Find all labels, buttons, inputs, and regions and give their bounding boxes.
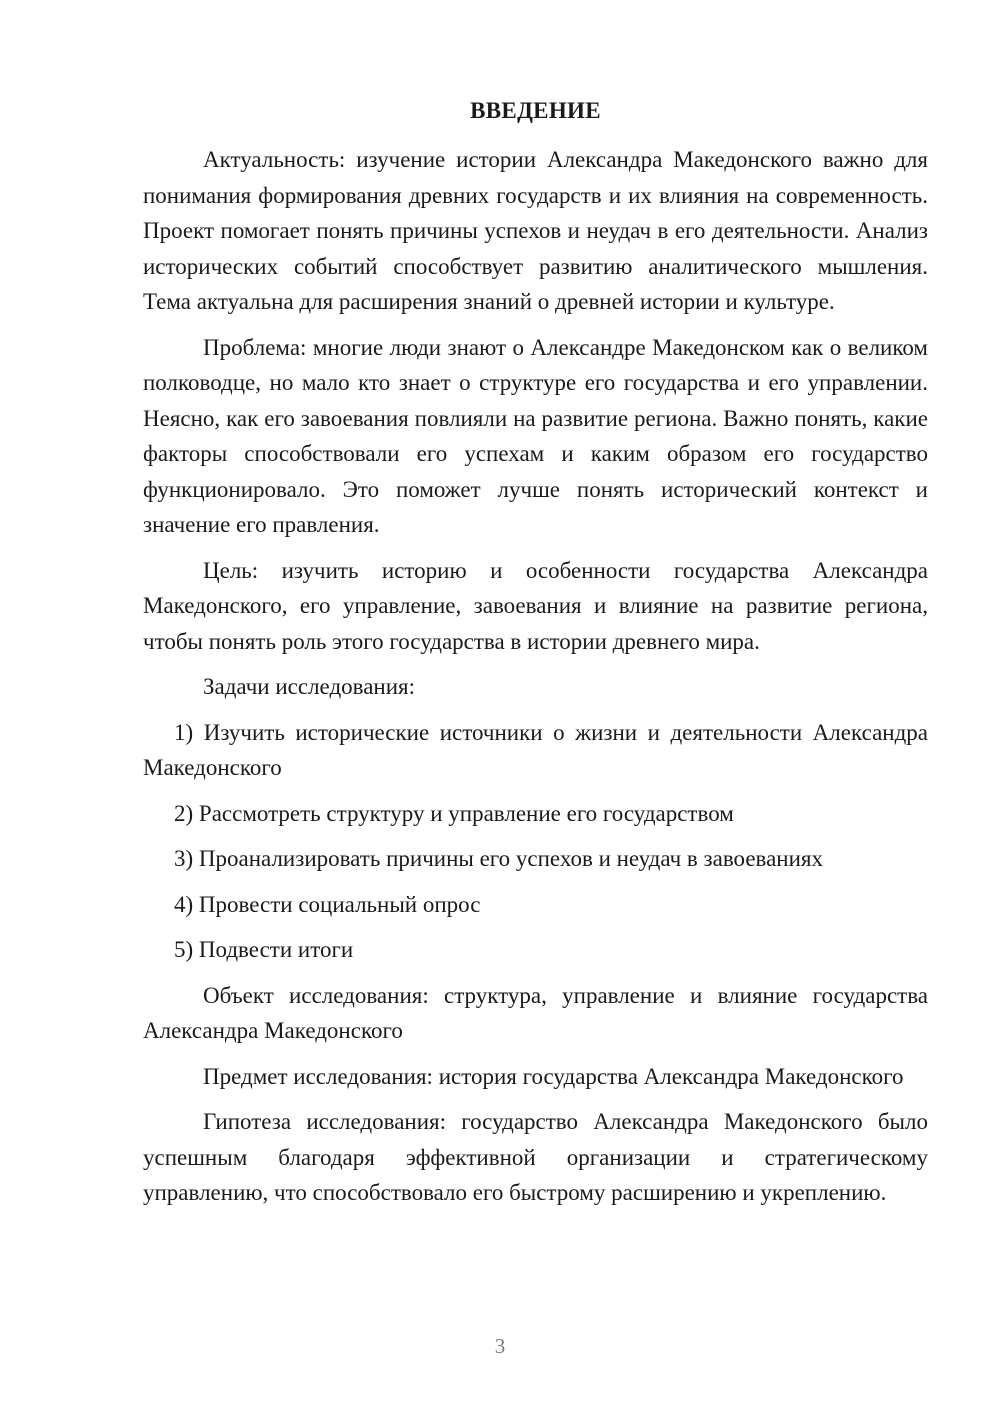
hypothesis-paragraph: Гипотеза исследования: государство Александра Македонского было успешным благодаря эффективной организации и стратегическому управлению, что способствовало его быстрому расширению и укреплению. xyxy=(143,1109,928,1205)
task-item-2: 2) Рассмотреть структуру и управление его государством xyxy=(174,800,734,826)
problem-paragraph: Проблема: многие люди знают о Александре Македонском как о великом полководце, но мало кто знает о структуре его государства и его управлении. Неясно, как его завоевания повлияли на развитие региона. Важно понять, какие факторы способствовали его успехам и каким образом его государство функционировало. Это поможет лучше понять исторический контекст и значение его правления. xyxy=(143,334,928,537)
section-title: ВВЕДЕНИЕ xyxy=(470,98,601,123)
object-paragraph: Объект исследования: структура, управление и влияние государства Александра Македонского xyxy=(143,982,928,1043)
task-item-4: 4) Провести социальный опрос xyxy=(174,891,481,917)
task-item-1: 1) Изучить исторические источники о жизни и деятельности Александра Македонского xyxy=(143,719,928,780)
task-item-3: 3) Проанализировать причины его успехов и неудач в завоеваниях xyxy=(174,846,823,871)
body-text xyxy=(143,142,928,1221)
subject-paragraph: Предмет исследования: история государства Александра Македонского xyxy=(203,1063,904,1089)
goal-paragraph: Цель: изучить историю и особенности государства Александра Македонского, его управление, завоевания и влияние на развитие региона, чтобы понять роль этого государства в истории древнего мира. xyxy=(143,557,928,654)
relevance-paragraph: Актуальность: изучение истории Александра Македонского важно для понимания формирования древних государств и их влияния на современность. Проект помогает понять причины успехов и неудач в его деятельности. Анализ исторических событий способствует развитию аналитического мышления. Тема актуальна для расширения знаний о древней истории и культуре. xyxy=(143,147,928,314)
page-number: 3 xyxy=(494,1334,506,1358)
task-item-5: 5) Подвести итоги xyxy=(174,937,354,962)
tasks-heading: Задачи исследования: xyxy=(203,674,416,699)
